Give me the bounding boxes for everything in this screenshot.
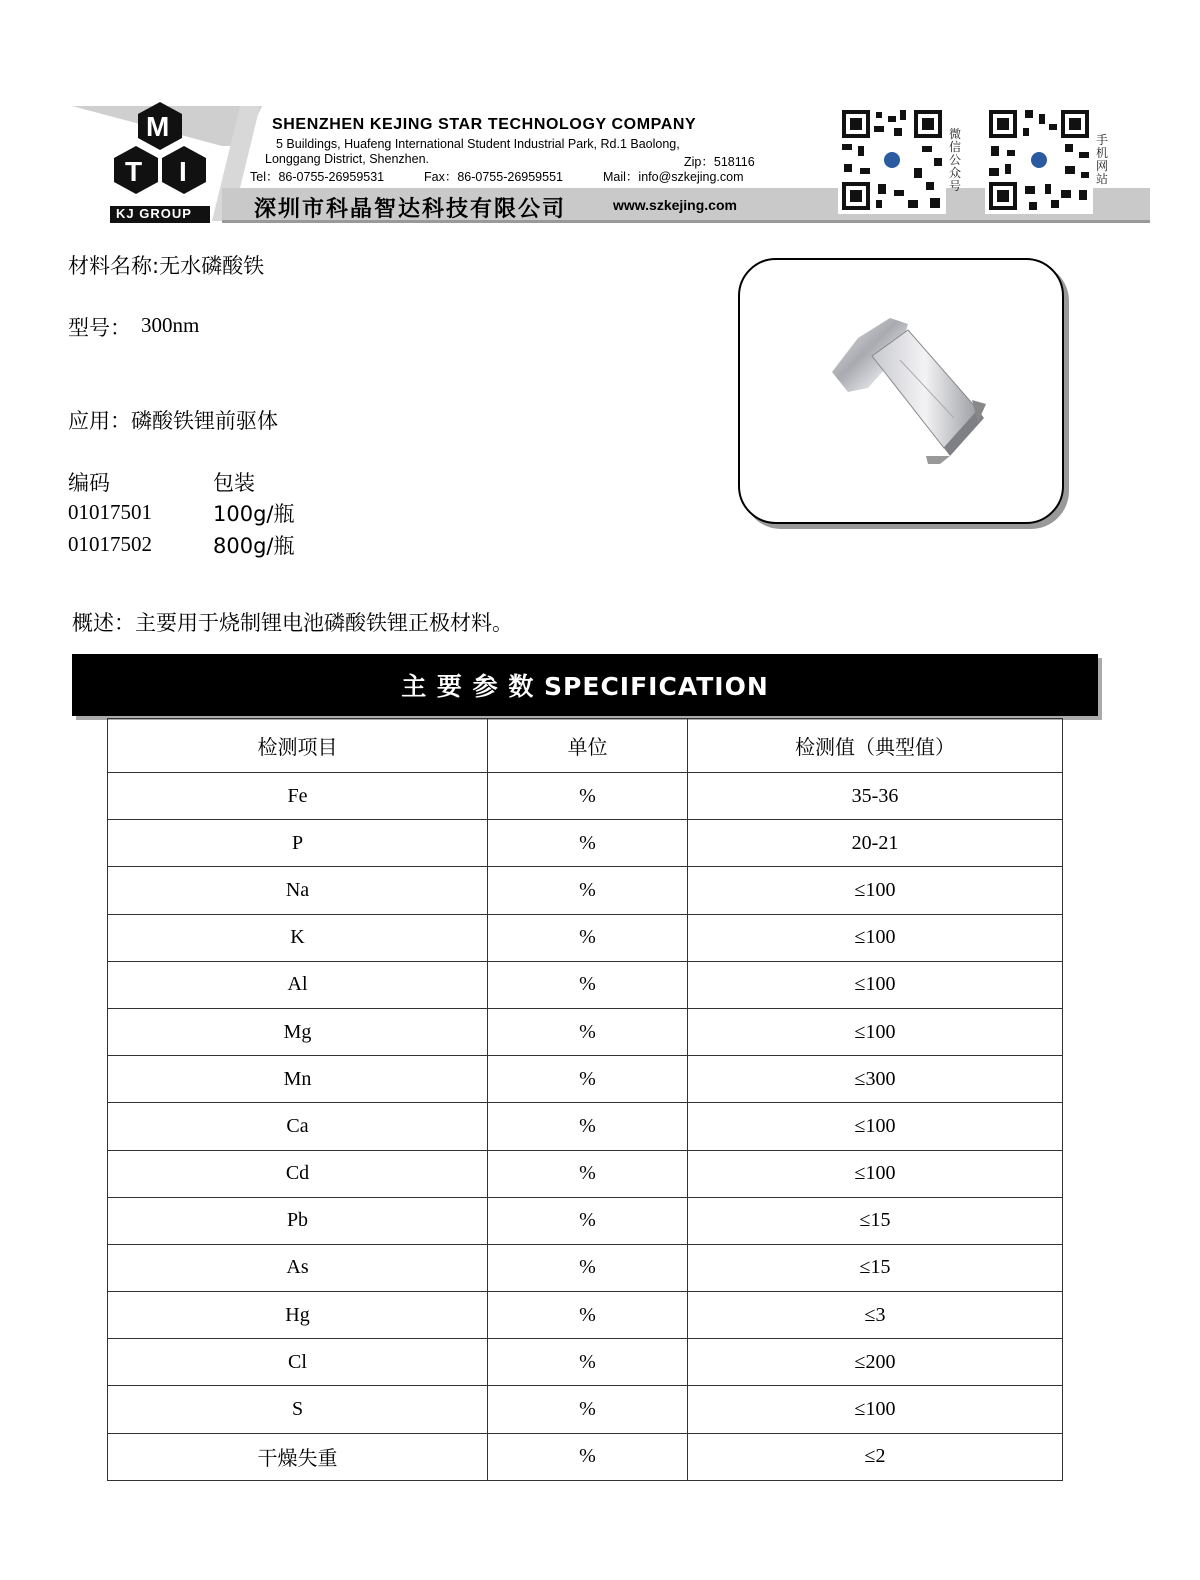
cell-value: ≤3 bbox=[688, 1292, 1063, 1339]
spec-banner: 主 要 参 数 SPECIFICATION bbox=[72, 654, 1098, 716]
spec-table-body bbox=[108, 773, 1063, 1481]
cell-value: ≤100 bbox=[688, 961, 1063, 1008]
model-value: 300nm bbox=[141, 313, 200, 337]
mobile-site-qr-icon[interactable] bbox=[985, 106, 1093, 214]
cell-unit: % bbox=[488, 1197, 688, 1244]
cell-item: Mn bbox=[108, 1056, 488, 1103]
model-label: 型号： bbox=[68, 316, 131, 340]
application-line: 应用：磷酸铁锂前驱体 bbox=[68, 409, 278, 433]
column-header-value: 检测值（典型值） bbox=[688, 719, 1063, 773]
cell-unit: % bbox=[488, 1150, 688, 1197]
address-line-1: 5 Buildings, Huafeng International Student Industrial Park, Rd.1 Baolong, bbox=[276, 137, 680, 151]
cell-item: S bbox=[108, 1386, 488, 1433]
cell-unit: % bbox=[488, 1103, 688, 1150]
cell-unit: % bbox=[488, 1433, 688, 1480]
cell-item: As bbox=[108, 1244, 488, 1291]
item-package: 800g/瓶 bbox=[213, 534, 295, 558]
cell-value: ≤100 bbox=[688, 1386, 1063, 1433]
cell-value: ≤100 bbox=[688, 1008, 1063, 1055]
product-bag-image bbox=[740, 260, 1062, 522]
table-row bbox=[108, 1292, 1063, 1339]
table-row bbox=[108, 1197, 1063, 1244]
cell-item: Cd bbox=[108, 1150, 488, 1197]
cell-item: Pb bbox=[108, 1197, 488, 1244]
cell-unit: % bbox=[488, 961, 688, 1008]
logo-letter-m: M bbox=[146, 111, 170, 142]
table-row bbox=[108, 773, 1063, 820]
table-row bbox=[108, 1150, 1063, 1197]
address-line-2: Longgang District, Shenzhen. bbox=[265, 152, 429, 166]
table-row bbox=[108, 961, 1063, 1008]
cell-unit: % bbox=[488, 1056, 688, 1103]
cell-item: Fe bbox=[108, 773, 488, 820]
cell-unit: % bbox=[488, 914, 688, 961]
item-package: 100g/瓶 bbox=[213, 502, 295, 526]
cell-unit: % bbox=[488, 1244, 688, 1291]
cell-unit: % bbox=[488, 1386, 688, 1433]
cell-item: Mg bbox=[108, 1008, 488, 1055]
cell-value: 20-21 bbox=[688, 820, 1063, 867]
company-name-cn: 深圳市科晶智达科技有限公司 bbox=[254, 197, 567, 222]
cell-unit: % bbox=[488, 1008, 688, 1055]
cell-item: P bbox=[108, 820, 488, 867]
company-name-en: SHENZHEN KEJING STAR TECHNOLOGY COMPANY bbox=[272, 116, 697, 133]
cell-value: ≤100 bbox=[688, 1103, 1063, 1150]
wechat-qr-icon[interactable] bbox=[838, 106, 946, 214]
cell-unit: % bbox=[488, 1339, 688, 1386]
cell-item: Cl bbox=[108, 1339, 488, 1386]
table-row bbox=[108, 1244, 1063, 1291]
spec-table bbox=[107, 718, 1063, 1481]
cell-item: Na bbox=[108, 867, 488, 914]
cell-value: ≤100 bbox=[688, 914, 1063, 961]
zip-code: Zip：518116 bbox=[684, 155, 755, 169]
cell-unit: % bbox=[488, 867, 688, 914]
cell-item: K bbox=[108, 914, 488, 961]
code-header: 编码 bbox=[68, 471, 110, 495]
cell-value: ≤200 bbox=[688, 1339, 1063, 1386]
contact-mail: Mail：info@szkejing.com bbox=[603, 170, 744, 184]
summary-line: 概述：主要用于烧制锂电池磷酸铁锂正极材料。 bbox=[72, 611, 513, 635]
table-row bbox=[108, 867, 1063, 914]
item-code: 01017501 bbox=[68, 500, 152, 524]
table-row bbox=[108, 1386, 1063, 1433]
cell-item: Hg bbox=[108, 1292, 488, 1339]
item-code: 01017502 bbox=[68, 532, 152, 556]
package-header: 包装 bbox=[213, 471, 255, 495]
cell-value: ≤100 bbox=[688, 1150, 1063, 1197]
table-row bbox=[108, 820, 1063, 867]
cell-unit: % bbox=[488, 1292, 688, 1339]
cell-value: 35-36 bbox=[688, 773, 1063, 820]
column-header-unit: 单位 bbox=[488, 719, 688, 773]
logo-group-label: KJ GROUP bbox=[116, 206, 192, 221]
table-row bbox=[108, 914, 1063, 961]
table-row bbox=[108, 1103, 1063, 1150]
column-header-item: 检测项目 bbox=[108, 719, 488, 773]
material-name: 材料名称:无水磷酸铁 bbox=[68, 254, 265, 278]
table-row bbox=[108, 1056, 1063, 1103]
cell-item: 干燥失重 bbox=[108, 1433, 488, 1480]
cell-value: ≤15 bbox=[688, 1244, 1063, 1291]
wechat-qr-label: 微信公众号 bbox=[949, 127, 962, 193]
cell-unit: % bbox=[488, 820, 688, 867]
cell-value: ≤15 bbox=[688, 1197, 1063, 1244]
contact-fax: Fax：86-0755-26959551 bbox=[424, 170, 563, 184]
contact-tel: Tel：86-0755-26959531 bbox=[250, 170, 385, 184]
logo-letter-t: T bbox=[125, 156, 143, 187]
table-header-row bbox=[108, 719, 1063, 773]
table-row bbox=[108, 1433, 1063, 1480]
mobile-site-qr-label: 手机网站 bbox=[1096, 133, 1109, 186]
table-row bbox=[108, 1008, 1063, 1055]
cell-value: ≤2 bbox=[688, 1433, 1063, 1480]
cell-unit: % bbox=[488, 773, 688, 820]
logo-letter-i: I bbox=[179, 156, 187, 187]
cell-item: Al bbox=[108, 961, 488, 1008]
cell-value: ≤100 bbox=[688, 867, 1063, 914]
cell-item: Ca bbox=[108, 1103, 488, 1150]
table-row bbox=[108, 1339, 1063, 1386]
cell-value: ≤300 bbox=[688, 1056, 1063, 1103]
product-photo-frame bbox=[738, 258, 1064, 524]
website-link[interactable]: www.szkejing.com bbox=[613, 197, 737, 213]
